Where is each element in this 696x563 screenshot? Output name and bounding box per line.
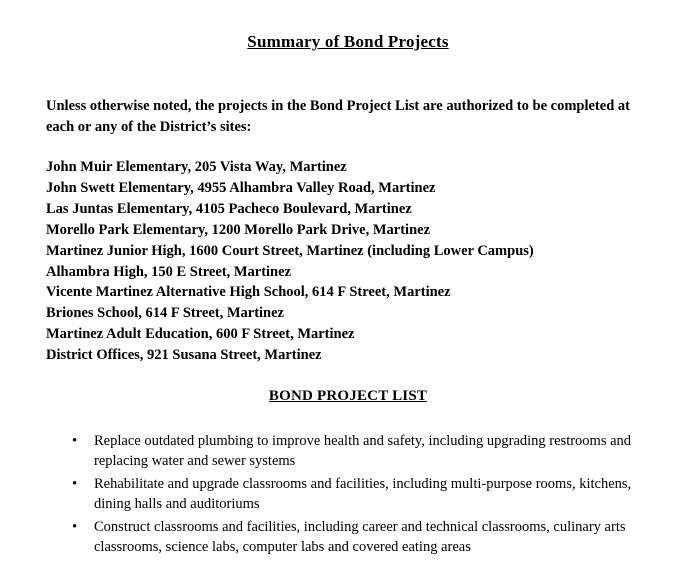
site-list-item: John Muir Elementary, 205 Vista Way, Martinez [46, 159, 347, 176]
site-list-item: Briones School, 614 F Street, Martinez [46, 305, 284, 322]
site-list-item: Martinez Adult Education, 600 F Street, Martinez [46, 326, 355, 343]
list-item-text: Construct classrooms and facilities, including career and technical classrooms, culinary arts classrooms, science labs, computer labs and covered eating areas [94, 518, 626, 555]
site-list-item: Vicente Martinez Alternative High School, 614 F Street, Martinez [46, 284, 451, 301]
site-list-item: Las Juntas Elementary, 4105 Pacheco Boulevard, Martinez [46, 200, 412, 217]
list-item-text: Replace outdated plumbing to improve health and safety, including upgrading restrooms and replacing water and sewer systems [94, 432, 632, 469]
site-list-item: Alhambra High, 150 E Street, Martinez [46, 263, 291, 280]
intro-paragraph: Unless otherwise noted, the projects in the Bond Project List are authorized to be completed at each or any of the District’s sites: [46, 98, 630, 135]
list-item-text: Rehabilitate and upgrade classrooms and facilities, including multi-purpose rooms, kitchens, dining halls and auditoriums [94, 475, 632, 512]
page-title: Summary of Bond Projects [247, 32, 449, 51]
document-page [0, 32, 696, 563]
site-list-item: Martinez Junior High, 1600 Court Street, Martinez (including Lower Campus) [46, 242, 534, 259]
list-item [46, 517, 650, 557]
list-item [46, 474, 650, 514]
bond-project-bullet-list [46, 431, 650, 557]
site-list-item: John Swett Elementary, 4955 Alhambra Valley Road, Martinez [46, 180, 436, 197]
bullet-icon: • [72, 518, 78, 535]
bullet-icon: • [72, 475, 78, 492]
site-list [46, 157, 650, 366]
list-item [46, 431, 650, 471]
site-list-item: District Offices, 921 Susana Street, Martinez [46, 347, 322, 364]
section-heading-bond-project-list: BOND PROJECT LIST [268, 387, 428, 404]
bullet-icon: • [72, 432, 78, 449]
site-list-item: Morello Park Elementary, 1200 Morello Park Drive, Martinez [46, 221, 431, 238]
